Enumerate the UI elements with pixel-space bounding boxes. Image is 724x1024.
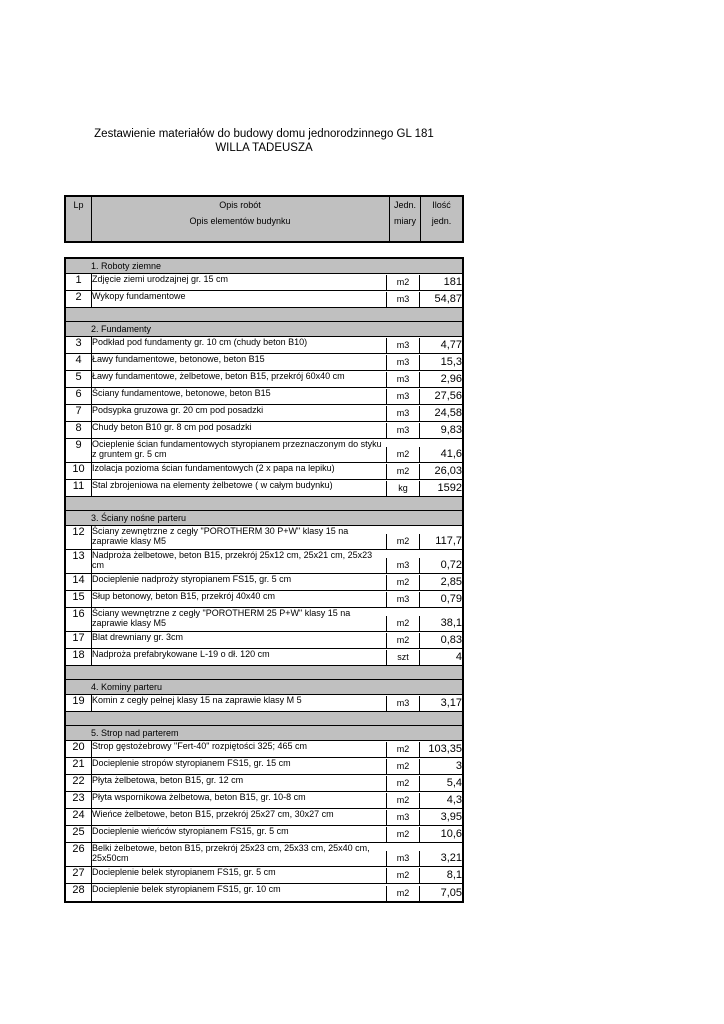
row-number: 7	[66, 405, 92, 421]
row-number: 14	[66, 574, 92, 590]
row-number: 17	[66, 632, 92, 648]
row-number: 8	[66, 422, 92, 438]
table-row	[66, 758, 462, 775]
row-number: 13	[66, 550, 92, 573]
section-title: 4. Kominy parteru	[91, 682, 163, 692]
table-row	[66, 591, 462, 608]
row-unit: m2	[386, 759, 420, 774]
row-quantity: 10,6	[440, 828, 462, 840]
section-header	[66, 511, 462, 526]
header-quantity-line1: Ilość	[432, 200, 451, 210]
row-unit: m3	[386, 592, 420, 607]
row-number: 23	[66, 792, 92, 808]
row-unit: m2	[386, 633, 420, 648]
row-number: 18	[66, 649, 92, 665]
table-row	[66, 526, 462, 550]
row-unit: m3	[386, 423, 420, 438]
table-row	[66, 405, 462, 422]
row-description: Ławy fundamentowe, betonowe, beton B15	[92, 354, 265, 364]
row-quantity: 2,96	[440, 373, 462, 385]
table-row	[66, 480, 462, 497]
row-quantity: 5,4	[446, 777, 462, 789]
row-description: Ławy fundamentowe, żelbetowe, beton B15, przekrój 60x40 cm	[92, 371, 345, 381]
row-description: Wykopy fundamentowe	[92, 291, 186, 301]
row-description: Podkład pod fundamenty gr. 10 cm (chudy beton B10)	[92, 337, 308, 347]
row-description: Chudy beton B10 gr. 8 cm pod posadzki	[92, 422, 252, 432]
row-unit: m3	[386, 406, 420, 421]
table-row	[66, 291, 462, 308]
row-quantity: 26,03	[434, 465, 462, 477]
table-row	[66, 695, 462, 712]
section-spacer	[66, 666, 462, 680]
row-quantity: 0,72	[440, 559, 462, 571]
row-description: Płyta wspornikowa żelbetowa, beton B15, gr. 10-8 cm	[92, 792, 306, 802]
table-row	[66, 371, 462, 388]
table-row	[66, 741, 462, 758]
table-row	[66, 843, 462, 867]
table-row	[66, 354, 462, 371]
row-number: 3	[66, 337, 92, 353]
section-title: 2. Fundamenty	[91, 324, 152, 334]
header-unit-line1: Jedn.	[393, 200, 417, 210]
row-number: 28	[66, 884, 92, 901]
row-quantity: 54,87	[434, 293, 462, 305]
section-spacer	[66, 712, 462, 726]
row-unit: m3	[386, 696, 420, 711]
row-number: 24	[66, 809, 92, 825]
row-quantity: 3,95	[440, 811, 462, 823]
row-number: 4	[66, 354, 92, 370]
row-number: 22	[66, 775, 92, 791]
row-description: Nadproża prefabrykowane L-19 o dł. 120 cm	[92, 649, 270, 659]
row-description: Ocieplenie ścian fundamentowych styropianem przeznaczonym do styku z gruntem gr. 5 cm	[92, 439, 382, 459]
row-number: 1	[66, 274, 92, 290]
row-quantity: 4	[455, 651, 462, 663]
header-lp: Lp	[66, 197, 92, 241]
section-header	[66, 680, 462, 695]
row-description: Stal zbrojeniowa na elementy żelbetowe ( w całym budynku)	[92, 480, 333, 490]
row-number: 16	[66, 608, 92, 631]
section-header	[66, 726, 462, 741]
row-unit: m3	[386, 292, 420, 307]
row-description: Płyta żelbetowa, beton B15, gr. 12 cm	[92, 775, 244, 785]
row-unit: m2	[386, 793, 420, 808]
row-number: 10	[66, 463, 92, 479]
row-description: Docieplenie belek styropianem FS15, gr. 10 cm	[92, 884, 281, 894]
row-unit: m3	[386, 338, 420, 353]
row-description: Izolacja pozioma ścian fundamentowych (2 x papa na lepiku)	[92, 463, 335, 473]
header-description-line1: Opis robót	[219, 200, 261, 210]
row-quantity: 0,79	[440, 593, 462, 605]
row-description: Podsypka gruzowa gr. 20 cm pod posadzki	[92, 405, 264, 415]
row-quantity: 8,1	[446, 869, 462, 881]
row-description: Ściany fundamentowe, betonowe, beton B15	[92, 388, 271, 398]
row-unit: m2	[386, 886, 420, 901]
table-row	[66, 775, 462, 792]
row-unit: m2	[386, 575, 420, 590]
row-description: Nadproża żelbetowe, beton B15, przekrój 25x12 cm, 25x21 cm, 25x23 cm	[92, 550, 373, 570]
section-header	[66, 259, 462, 274]
row-unit: m2	[386, 776, 420, 791]
row-quantity: 38,1	[440, 617, 462, 629]
row-unit: m2	[386, 742, 420, 757]
table-row	[66, 809, 462, 826]
row-quantity: 24,58	[434, 407, 462, 419]
row-number: 25	[66, 826, 92, 842]
row-quantity: 181	[443, 276, 462, 288]
row-quantity: 117,7	[435, 535, 462, 547]
row-quantity: 3,21	[440, 852, 462, 864]
table-header	[64, 195, 464, 243]
section-header	[66, 322, 462, 337]
row-quantity: 103,35	[428, 743, 462, 755]
row-description: Docieplenie stropów styropianem FS15, gr. 15 cm	[92, 758, 291, 768]
row-number: 5	[66, 371, 92, 387]
table-row	[66, 388, 462, 405]
header-description	[91, 197, 390, 241]
row-number: 20	[66, 741, 92, 757]
row-quantity: 2,85	[440, 576, 462, 588]
row-number: 26	[66, 843, 92, 866]
row-number: 15	[66, 591, 92, 607]
table-row	[66, 608, 462, 632]
row-description: Komin z cegły pełnej klasy 15 na zaprawie klasy M 5	[92, 695, 302, 705]
row-description: Słup betonowy, beton B15, przekrój 40x40 cm	[92, 591, 275, 601]
row-quantity: 0,83	[440, 634, 462, 646]
row-unit: kg	[386, 481, 420, 496]
row-unit: m3	[386, 372, 420, 387]
row-description: Wieńce żelbetowe, beton B15, przekrój 25x27 cm, 30x27 cm	[92, 809, 334, 819]
section-spacer	[66, 308, 462, 322]
header-unit	[390, 197, 421, 241]
row-description: Docieplenie wieńców styropianem FS15, gr. 5 cm	[92, 826, 289, 836]
document-title: Zestawienie materiałów do budowy domu jednorodzinnego GL 181	[94, 128, 434, 140]
table-row	[66, 649, 462, 666]
row-unit: m2	[386, 275, 420, 290]
row-unit: m3	[386, 355, 420, 370]
row-quantity: 3,17	[440, 697, 462, 709]
table-row	[66, 274, 462, 291]
row-description: Blat drewniany gr. 3cm	[92, 632, 184, 642]
row-unit: szt	[386, 650, 420, 665]
row-number: 27	[66, 867, 92, 883]
row-number: 6	[66, 388, 92, 404]
row-unit: m2	[386, 464, 420, 479]
row-quantity: 7,05	[440, 887, 462, 899]
section-title: 5. Strop nad parterem	[91, 728, 179, 738]
table-row	[66, 463, 462, 480]
header-description-line2: Opis elementów budynku	[189, 216, 291, 226]
table-row	[66, 574, 462, 591]
row-number: 2	[66, 291, 92, 307]
row-quantity: 41,6	[440, 448, 462, 460]
row-description: Ściany zewnętrzne z cegły "POROTHERM 30 P+W" klasy 15 na zaprawie klasy M5	[92, 526, 349, 546]
table-row	[66, 550, 462, 574]
header-quantity	[421, 197, 462, 241]
row-description: Zdjęcie ziemi urodzajnej gr. 15 cm	[92, 274, 229, 284]
row-number: 11	[66, 480, 92, 496]
section-spacer	[66, 497, 462, 511]
row-unit: m3	[386, 389, 420, 404]
row-unit: m2	[386, 868, 420, 883]
row-number: 9	[66, 439, 92, 462]
row-quantity: 27,56	[434, 390, 462, 402]
row-unit: m2	[386, 447, 420, 462]
table-row	[66, 439, 462, 463]
section-title: 3. Ściany nośne parteru	[91, 513, 187, 523]
row-unit: m2	[386, 616, 420, 631]
row-quantity: 4,3	[446, 794, 462, 806]
table-row	[66, 632, 462, 649]
row-number: 19	[66, 695, 92, 711]
materials-table	[64, 257, 464, 903]
header-quantity-line2: jedn.	[431, 216, 452, 226]
row-description: Strop gęstożebrowy "Fert-40" rozpiętości 325; 465 cm	[92, 741, 307, 751]
row-number: 12	[66, 526, 92, 549]
row-number: 21	[66, 758, 92, 774]
row-description: Docieplenie nadproży styropianem FS15, gr. 5 cm	[92, 574, 292, 584]
row-unit: m3	[386, 851, 420, 866]
row-unit: m2	[386, 827, 420, 842]
row-quantity: 3	[455, 760, 462, 772]
table-row	[66, 867, 462, 884]
row-quantity: 15,3	[440, 356, 462, 368]
section-title: 1. Roboty ziemne	[91, 261, 162, 271]
table-row	[66, 337, 462, 354]
row-unit: m3	[386, 810, 420, 825]
row-description: Docieplenie belek styropianem FS15, gr. 5 cm	[92, 867, 276, 877]
header-unit-line2: miary	[394, 216, 416, 226]
row-quantity: 9,83	[440, 424, 462, 436]
row-unit: m2	[386, 534, 420, 549]
table-row	[66, 884, 462, 901]
row-quantity: 4,77	[440, 339, 462, 351]
table-row	[66, 792, 462, 809]
table-row	[66, 826, 462, 843]
row-unit: m3	[386, 558, 420, 573]
row-quantity: 1592	[437, 482, 462, 494]
table-row	[66, 422, 462, 439]
row-description: Ściany wewnętrzne z cegły "POROTHERM 25 P+W" klasy 15 na zaprawie klasy M5	[92, 608, 351, 628]
row-description: Belki żelbetowe, beton B15, przekrój 25x23 cm, 25x33 cm, 25x40 cm, 25x50cm	[92, 843, 370, 863]
document-subtitle: WILLA TADEUSZA	[215, 142, 313, 154]
